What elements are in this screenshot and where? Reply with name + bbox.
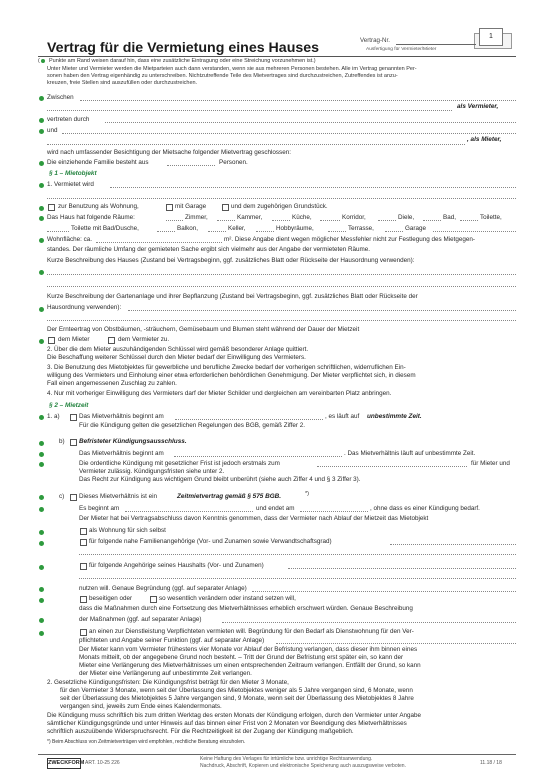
beseitigen-checkbox[interactable]: [80, 596, 87, 603]
intro-line-2: sonen haben den Vertrag eigenhändig zu unterschreiben. Nichtzutreffende Teile des Mietvertrages sind durchzustreichen, Zutreffendes ist anzu-: [47, 73, 398, 79]
familie-label: Die einziehende Familie besteht aus: [47, 159, 149, 166]
kuendigung-l6: sämtlicher Kündigungsgründe und unter Hinweis auf das binnen einer Frist von 2 Monaten vor Beendigung des Mietverhältnisses: [47, 720, 407, 727]
s2-b-label: b): [59, 438, 65, 445]
familie-line-2[interactable]: [79, 554, 516, 555]
margin-dot: [39, 238, 44, 243]
margin-dot: [39, 270, 44, 275]
tenant-name-line[interactable]: [62, 133, 516, 134]
veraendern-label: so wesentlich verändern oder instand setzen will,: [159, 595, 296, 602]
room-count-line[interactable]: [166, 220, 183, 221]
familie-label-opt: für folgende nahe Familienangehörige (Vor- und Zunamen sowie Verwandtschaftsgrad): [89, 538, 332, 545]
ernte-vermieter-label: dem Vermieter zu.: [118, 336, 170, 343]
s2-b-l1b: für Mieter und: [471, 460, 510, 467]
room-zimmer: Zimmer,: [185, 214, 208, 221]
kurz-haus-label: Kurze Beschreibung des Hauses (Zustand bei Vertragsbeginn, ggf. zusätzliches Blatt oder Rückseite der Hausordnung verwenden):: [47, 257, 415, 264]
margin-dot: [39, 541, 44, 546]
ernte-text: Der Ernteertrag von Obstbäumen, -sträuchern, Gemüsebaum und Blumen steht während der Dauer der Mietzeit: [47, 326, 360, 333]
margin-dot: [39, 565, 44, 570]
room-count-line[interactable]: [378, 220, 396, 221]
contract-number-label: Vertrag-Nr.: [360, 37, 390, 44]
margin-dot: [39, 441, 44, 446]
grundstueck-checkbox[interactable]: [222, 204, 229, 211]
representative-line[interactable]: [105, 122, 516, 123]
intro-note-paren: (: [38, 58, 40, 64]
room-hobby: Hobbyräume,: [276, 225, 314, 232]
margin-dot: [39, 96, 44, 101]
margin-dot: [39, 161, 44, 166]
grundstueck-label: und dem zugehörigen Grundstück.: [231, 203, 328, 210]
als-vermieter-label: als Vermieter,: [457, 103, 499, 110]
s2-b-l1: Die ordentliche Kündigung mit gesetzlicher Frist ist jedoch erstmals zum: [79, 460, 280, 467]
document-title: Vertrag für die Vermietung eines Hauses: [47, 40, 320, 56]
kuendigung-l2: für den Vermieter 3 Monate, wenn seit der Überlassung des Mietobjektes weniger als 5 Jahre vergangen sind, 6 Monate, wenn: [60, 687, 413, 694]
room-bad: Bad,: [443, 214, 456, 221]
s2-b-start-line[interactable]: [174, 456, 342, 457]
ernte-vermieter-checkbox[interactable]: [108, 337, 115, 344]
room-keller: Keller,: [228, 225, 246, 232]
margin-dot: [39, 495, 44, 500]
section-1-heading: § 1 – Mietobjekt: [49, 170, 97, 177]
s2-b-unb: . Das Mietverhältnis läuft auf unbestimmte Zeit.: [344, 450, 476, 457]
wohnflaeche-text: m². Diese Angabe dient wegen möglicher Messfehler nicht zur Festlegung des Mietgegen-: [224, 236, 475, 243]
margin-dot: [39, 216, 44, 221]
footnote: *) Beim Abschluss von Zeitmietverträgen wird empfohlen, rechtliche Beratung einzuholen.: [47, 739, 246, 745]
room-kueche: Küche,: [292, 214, 312, 221]
benutzung-label: zur Benutzung als Wohnung,: [58, 203, 139, 210]
house-description-line[interactable]: [47, 274, 516, 275]
besichtigung-text: wird nach umfassender Besichtigung der Mietsache folgender Mietvertrag geschlossen:: [47, 149, 291, 156]
kurz-garten-2: Hausordnung verwenden):: [47, 304, 122, 311]
contract-number-sub: Ausfertigung für Vermieter/Mieter: [366, 47, 437, 52]
s2-c-pre: Dieses Mietverhältnis ist ein: [79, 493, 158, 500]
intro-line-1: Unter Mieter und Vermieter werden die Mietparteien auch dann verstanden, wenn sie aus mehreren Personen bestehen. Alle im Vertrag genannten Per-: [47, 66, 417, 72]
room-other-line[interactable]: [433, 231, 516, 232]
margin-dot: [39, 452, 44, 457]
s2-c-end: und endet am: [256, 505, 295, 512]
margin-dot: [39, 307, 44, 312]
ernte-mieter-checkbox[interactable]: [48, 337, 55, 344]
kurz-garten-1: Kurze Beschreibung der Gartenanlage und ihrer Bepflanzung (Zustand bei Vertragsbeginn, ggf. zusätzliches Blatt oder Rückseite der: [47, 293, 418, 300]
eigenbedarf-checkbox[interactable]: [80, 528, 87, 535]
haushalt-checkbox[interactable]: [80, 563, 87, 570]
margin-dot: [39, 183, 44, 188]
wohnflaeche-text-2: standes. Der räumliche Umfang der gemieteten Sache ergibt sich vielmehr aus der Angabe der vermieteten Räume.: [47, 246, 371, 253]
garden-description-line[interactable]: [128, 310, 516, 311]
zwischen-label: Zwischen: [47, 94, 74, 101]
margin-dot: [39, 415, 44, 420]
kuendigung-l5: Die Kündigung muss schriftlich bis zum dritten Werktag des ersten Monats der Kündigung erfolgen, durch den Vermieter unter Angabe: [47, 712, 422, 719]
margin-dot: [39, 530, 44, 535]
room-count-line[interactable]: [423, 220, 441, 221]
s2-a-start-line[interactable]: [175, 419, 323, 420]
s1-p3c: Fall einen angemessenen Zuschlag zu zahlen.: [47, 380, 177, 387]
room-korridor: Korridor,: [342, 214, 366, 221]
margin-dot: [39, 118, 44, 123]
frist-l3: Mieter eine Verlängerung des Mietverhältnisses um einen entsprechenden Zeitraum verlangen. Entfällt der Grund, so kann: [79, 662, 421, 669]
intro-note-dot: [41, 59, 45, 63]
header-divider: [38, 56, 516, 57]
intro-note: Punkte am Rand weisen darauf hin, dass eine zusätzliche Eintragung oder eine Streichung vorzunehmen ist.): [49, 58, 316, 64]
wohnflaeche-line[interactable]: [96, 242, 222, 243]
margin-dot: [39, 598, 44, 603]
dienst-l2: pflichteten und Angabe seiner Funktion (ggf. auf separater Anlage): [79, 637, 265, 644]
s2-c-l1: Der Mieter hat bei Vertragsabschluss davon Kenntnis genommen, dass der Vermieter nach Ablauf der Mietzeit das Mietobjekt: [79, 515, 429, 522]
haftung-1: Keine Haftung des Verlages für irrtümliche bzw. unrichtige Rechtsanwendung.: [200, 756, 373, 762]
frist-l4: der Mieter eine Verlängerung auf unbestimmte Zeit verlangen.: [79, 670, 252, 677]
dienstwohnung-checkbox[interactable]: [80, 629, 87, 636]
section-2-heading: § 2 – Mietzeit: [49, 402, 89, 409]
nutzen-label: nutzen will. Genaue Begründung (ggf. auf separater Anlage): [79, 585, 247, 592]
familie-checkbox[interactable]: [80, 539, 87, 546]
s2-c-begin: Es beginnt am: [79, 505, 120, 512]
margin-dot: [39, 129, 44, 134]
version: 11.18 / 18: [480, 760, 502, 766]
room-count-line[interactable]: [256, 231, 274, 232]
publisher-logo: ZWECKFORM: [47, 758, 81, 769]
object-line-2[interactable]: [47, 198, 516, 199]
personen-label: Personen.: [219, 159, 248, 166]
und-label: und: [47, 127, 58, 134]
eigenbedarf-label: als Wohnung für sich selbst: [89, 527, 166, 534]
s2-c-kv: , ohne dass es einer Kündigung bedarf.: [370, 505, 480, 512]
nutzen-line[interactable]: [252, 591, 516, 592]
s2-a-unb-pre: , es läuft auf: [325, 413, 360, 420]
room-count-line[interactable]: [47, 231, 69, 232]
footer-divider: [38, 754, 516, 755]
s2-a-unb: unbestimmte Zeit.: [367, 413, 422, 420]
s1-p3a: 3. Die Benutzung des Mietobjektes für gewerbliche und berufliche Zwecke bedarf der vorherigen schriftlichen, widerruflichen Ein-: [47, 364, 406, 371]
s2-c-checkbox[interactable]: [70, 494, 77, 501]
room-toilette: Toilette,: [480, 214, 502, 221]
margin-dot: [39, 339, 44, 344]
massnahmen-l1: dass die Maßnahmen durch eine Fortsetzung des Mietverhältnisses erheblich erschwert würden. Genaue Beschreibung: [79, 605, 413, 612]
room-count-line[interactable]: [272, 220, 290, 221]
veraendern-checkbox[interactable]: [150, 596, 157, 603]
room-balkon: Balkon,: [177, 225, 199, 232]
massnahmen-l2: der Maßnahmen (ggf. auf separater Anlage): [79, 616, 202, 623]
s2-a-sub: Für die Kündigung gelten die gesetzlichen Regelungen des BGB, gemäß Ziffer 2.: [79, 422, 306, 429]
kuendigung-l7: schriftlich auszuübende Widerspruchsrecht. Für die Rechtzeitigkeit ist der Zugang der Kündigung maßgeblich.: [47, 728, 354, 735]
haushalt-line[interactable]: [288, 568, 516, 569]
room-count-line[interactable]: [460, 220, 478, 221]
contract-number-field[interactable]: [396, 44, 476, 45]
s2-b-l3: Das Recht zur Kündigung aus wichtigem Grund bleibt unberührt (siehe auch Ziffer 4 und § 3 Ziffer 3).: [79, 476, 361, 483]
room-count-line[interactable]: [385, 231, 403, 232]
haushalt-label: für folgende Angehörige seines Haushalts (Vor- und Zunamen): [89, 562, 264, 569]
room-count-line[interactable]: [208, 231, 226, 232]
s1-p3b: willigung des Vermieters und Einholung einer etwa erforderlichen behördlichen Genehmigung. Der Mieter verpflichtet sich, in diesem: [47, 372, 416, 379]
room-toilette-bad: Toilette mit Bad/Dusche,: [71, 225, 139, 232]
s2-c-head: Zeitmietvertrag gemäß § 575 BGB.: [177, 493, 282, 500]
intro-line-3: kreuzen, freie Stellen sind auszufüllen oder durchzustreichen.: [47, 80, 198, 86]
vermietet-label: 1. Vermietet wird: [47, 181, 94, 188]
vertreten-label: vertreten durch: [47, 116, 90, 123]
room-garage: Garage: [405, 225, 427, 232]
raeume-label: Das Haus hat folgende Räume:: [47, 214, 135, 221]
ernte-mieter-label: dem Mieter: [58, 336, 90, 343]
frist-l1: Der Mieter kann vom Vermieter frühestens vier Monate vor Ablauf der Befristung verlangen, dass dieser ihm binnen eines: [79, 646, 418, 653]
margin-dot: [39, 507, 44, 512]
kuendigung-l4: vergangen sind, jeweils zum Ende eines Kalendermonats.: [60, 703, 222, 710]
family-count-line[interactable]: [167, 165, 215, 166]
room-count-line[interactable]: [217, 220, 235, 221]
s2-a-label: 1. a): [47, 413, 60, 420]
kuendigung-l3: seit der Überlassung des Mietobjektes 5 Jahre vergangen sind, 9 Monate, wenn seit der Überlassung des Mietobjektes 8 Jahre: [60, 695, 414, 702]
garage-label: mit Garage: [175, 203, 207, 210]
room-count-line[interactable]: [328, 231, 346, 232]
dienst-line[interactable]: [276, 643, 516, 644]
house-description-line[interactable]: [47, 286, 516, 287]
garage-checkbox[interactable]: [166, 204, 173, 211]
wohnung-checkbox[interactable]: [48, 204, 55, 211]
kuendigung-l1: 2. Gesetzliche Kündigungsfristen: Die Kündigungsfrist beträgt für den Mieter 3 Monate,: [47, 679, 289, 686]
s2-b-l2: Vermieter zulässig. Kündigungsfristen siehe unter 2.: [79, 468, 225, 475]
object-line[interactable]: [110, 187, 516, 188]
margin-dot: [39, 587, 44, 592]
landlord-address-line[interactable]: [47, 110, 452, 111]
s2-b-head: Befristeter Kündigungsausschluss.: [79, 438, 187, 445]
s2-a-text: Das Mietverhältnis beginnt am: [79, 413, 164, 420]
s1-p2a: 2. Über die dem Mieter auszuhändigenden Schlüssel wird gemäß besonderer Anlage quittiert.: [47, 346, 309, 353]
familie-line[interactable]: [390, 544, 516, 545]
s2-b-checkbox[interactable]: [70, 439, 77, 446]
room-count-line[interactable]: [320, 220, 340, 221]
s2-b-begin: Das Mietverhältnis beginnt am: [79, 450, 164, 457]
s2-c-star: *): [305, 491, 309, 497]
garden-description-line[interactable]: [47, 320, 516, 321]
s2-c-start-line[interactable]: [125, 511, 253, 512]
s2-c-end-line[interactable]: [300, 511, 368, 512]
tenant-address-line[interactable]: [47, 144, 465, 145]
wohnflaeche-label: Wohnfläche: ca.: [47, 236, 93, 243]
massnahmen-line[interactable]: [222, 622, 516, 623]
haftung-2: Nachdruck, Abschrift, Kopieren und elektronische Speicherung auch auszugsweise verboten.: [200, 763, 406, 769]
room-terrasse: Terrasse,: [348, 225, 374, 232]
margin-dot: [39, 206, 44, 211]
s2-a-checkbox[interactable]: [70, 414, 77, 421]
page-number-tab: 1: [479, 28, 503, 46]
room-diele: Diele,: [398, 214, 415, 221]
margin-dot: [39, 631, 44, 636]
dienst-l1: an einen zur Dienstleistung Verpflichteten vermieten will. Begründung für den Bedarf als Dienstwohnung für den Ver-: [89, 628, 414, 635]
margin-dot: [39, 462, 44, 467]
s2-b-date-line[interactable]: [317, 466, 467, 467]
frist-l2: Monats mitteilt, ob der angegebene Grund noch besteht. – Tritt der Grund der Befristung erst später ein, so kann der: [79, 654, 404, 661]
room-count-line[interactable]: [157, 231, 175, 232]
s1-p2b: Die Beschaffung weiterer Schlüssel durch den Mieter bedarf der Einwilligung des Vermieters.: [47, 354, 306, 361]
s2-c-label: c): [59, 493, 65, 500]
s1-p4: 4. Nur mit vorheriger Einwilligung des Vermieters darf der Mieter Schilder und dergleichen am vereinbarten Platz anbringen.: [47, 390, 392, 397]
beseitigen-label: beseitigen oder: [89, 595, 133, 602]
haushalt-line-2[interactable]: [79, 578, 516, 579]
margin-dot: [39, 618, 44, 623]
room-kammer: Kammer,: [237, 214, 263, 221]
landlord-name-line[interactable]: [80, 100, 516, 101]
article-number: ART. 10-25 226: [85, 760, 120, 766]
als-mieter-label: , als Mieter,: [467, 136, 502, 143]
